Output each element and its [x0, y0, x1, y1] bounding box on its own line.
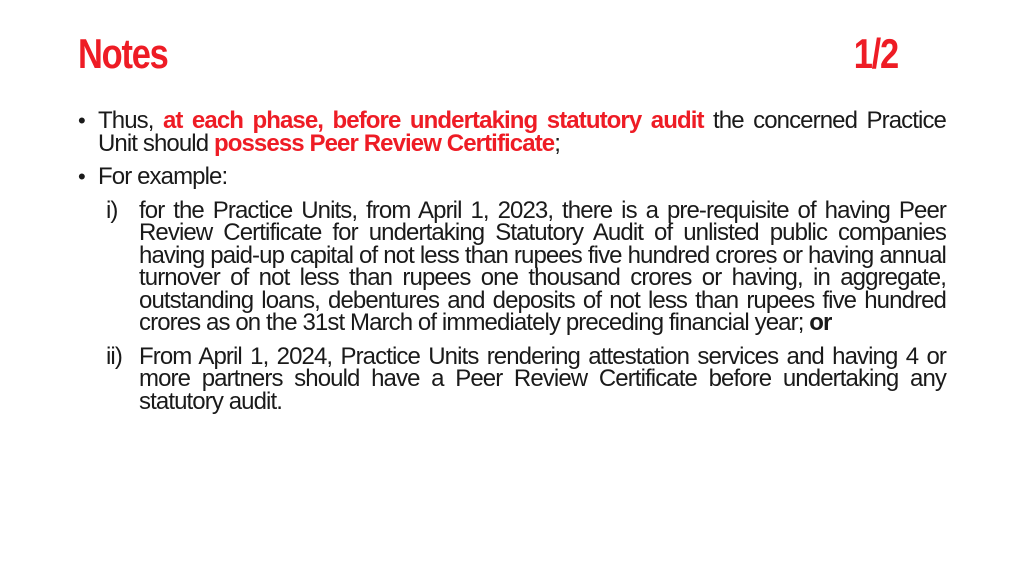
- bullet-dot-icon: •: [78, 108, 85, 133]
- slide-title: Notes: [78, 30, 168, 77]
- bullet-1-text-middle: the concerned Practice Unit should: [98, 107, 946, 157]
- sub-item-ii-text: From April 1, 2024, Practice Units rendering attestation services and having 4 or more partners should have a Peer Review Certificate before undertaking any statutory audit.: [139, 342, 946, 415]
- bullet-item-2: [78, 163, 946, 190]
- sub-item-marker: i): [106, 196, 118, 224]
- sub-item-marker: ii): [106, 342, 122, 370]
- bullet-dot-icon: •: [78, 164, 85, 189]
- bullet-item-1: [78, 107, 946, 157]
- page-indicator: 1/2: [853, 30, 898, 77]
- bullet-1-text-end: ;: [554, 129, 561, 157]
- bullet-1-highlight-certificate: possess Peer Review Certificate: [213, 129, 555, 157]
- bullet-2-text: For example:: [98, 163, 228, 190]
- bullet-1-text-start: Thus,: [98, 107, 163, 134]
- sub-item-i-or: or: [809, 309, 832, 336]
- bullet-1-highlight-phase: at each phase, before undertaking statutory audit: [162, 107, 704, 134]
- sub-item-i-text: for the Practice Units, from April 1, 2023, there is a pre-requisite of having Peer Review Certificate for undertaking Statutory Audit of unlisted public companies having paid-up capital of not less than rupees five hundred crores or having annual turnover of not less than rupees one thousand crores or having, in aggregate, outstanding loans, debentures and deposits of not less than rupees five hundred crores as on the 31st March of immediately preceding financial year;: [139, 196, 946, 336]
- slide-body: [78, 107, 946, 424]
- sub-item-ii: [78, 342, 946, 415]
- sub-item-i: [78, 196, 946, 336]
